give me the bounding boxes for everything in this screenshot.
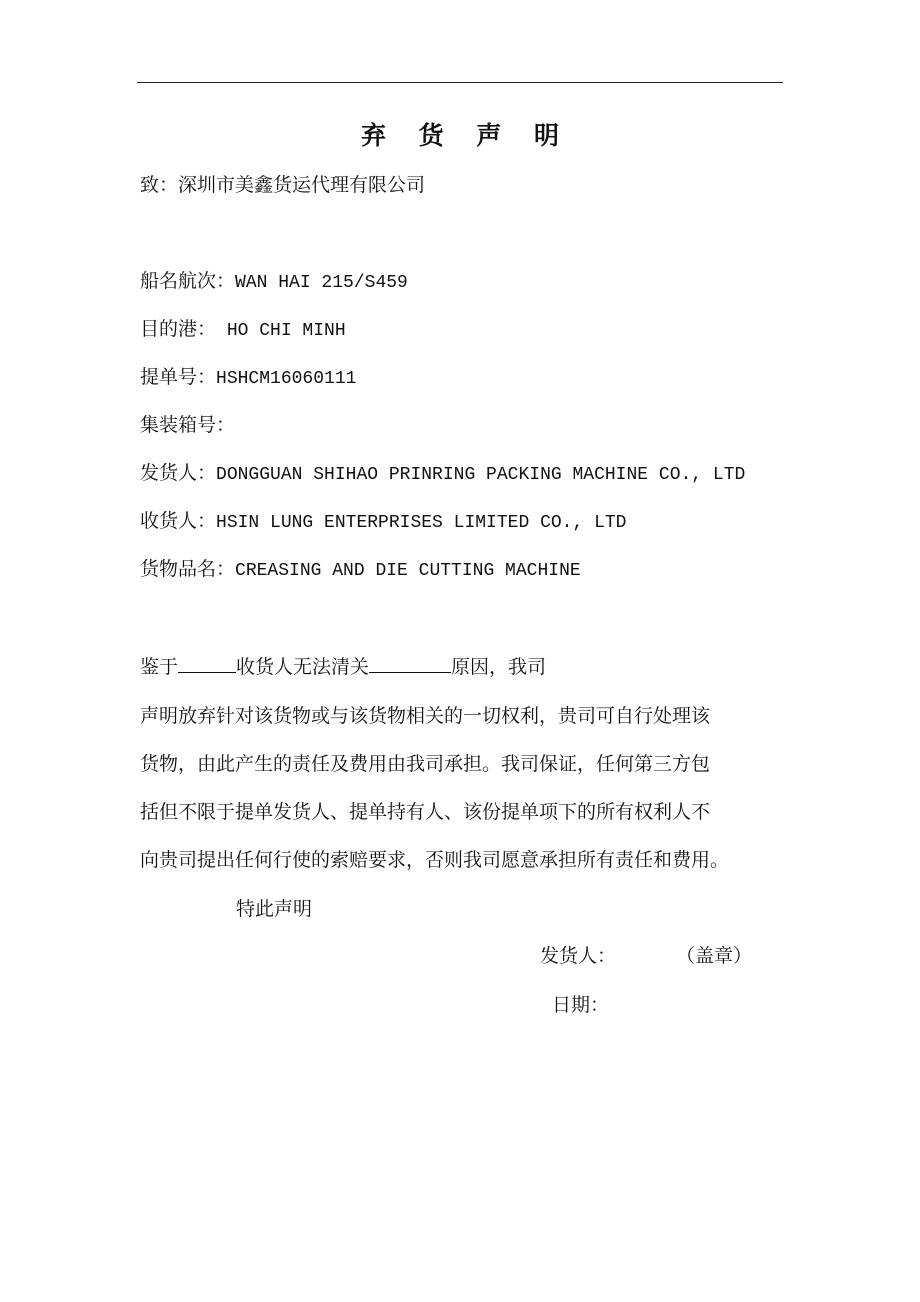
declaration-line: 声明放弃针对该货物或与该货物相关的一切权利，贵司可自行处理该 [140, 705, 711, 727]
destination-port-line [140, 316, 346, 344]
addressee-line: 致：深圳市美鑫货运代理有限公司 [140, 174, 426, 196]
shipper-line [140, 460, 745, 488]
goods-description-label: 货物品名： [140, 558, 236, 580]
goods-description-value: CREASING AND DIE CUTTING MACHINE [235, 561, 581, 581]
declaration-line: 向贵司提出任何行使的索赔要求，否则我司愿意承担所有责任和费用。 [140, 849, 730, 871]
container-number-line [140, 412, 235, 440]
consignee-label: 收货人： [140, 510, 217, 532]
container-number-label: 集装箱号： [140, 414, 236, 436]
consignee-value: HSIN LUNG ENTERPRISES LIMITED CO., LTD [216, 513, 627, 533]
vessel-voyage-line [140, 268, 408, 296]
goods-description-line [140, 556, 581, 584]
date-label: 日期： [552, 994, 610, 1016]
reason-line [140, 652, 546, 680]
reason-text: 收货人无法清关 [236, 656, 370, 678]
closing-statement: 特此声明 [236, 898, 313, 920]
seal-label: （盖章） [676, 945, 753, 967]
reason-prefix: 鉴于 [140, 656, 179, 678]
declaration-line: 括但不限于提单发货人、提单持有人、该份提单项下的所有权利人不 [140, 801, 711, 823]
declaration-body [140, 692, 788, 884]
document-title: 弃 货 声 明 [360, 121, 572, 150]
vessel-voyage-value: WAN HAI 215/S459 [235, 273, 408, 293]
shipper-value: DONGGUAN SHIHAO PRINRING PACKING MACHINE CO., LTD [216, 465, 746, 485]
vessel-voyage-label: 船名航次： [140, 270, 236, 292]
bill-of-lading-label: 提单号： [140, 366, 217, 388]
consignee-line [140, 508, 626, 536]
reason-blank-left [178, 652, 236, 673]
bill-of-lading-value: HSHCM16060111 [216, 369, 357, 389]
bill-of-lading-line [140, 364, 356, 392]
shipper-signature-label: 发货人： [540, 945, 617, 967]
destination-port-value: HO CHI MINH [216, 321, 346, 341]
declaration-line: 货物，由此产生的责任及费用由我司承担。我司保证，任何第三方包 [140, 753, 711, 775]
reason-suffix: 原因，我司 [451, 656, 547, 678]
reason-blank-right [369, 652, 451, 673]
header-rule [137, 82, 783, 83]
shipper-label: 发货人： [140, 462, 217, 484]
destination-port-label: 目的港： [140, 318, 217, 340]
